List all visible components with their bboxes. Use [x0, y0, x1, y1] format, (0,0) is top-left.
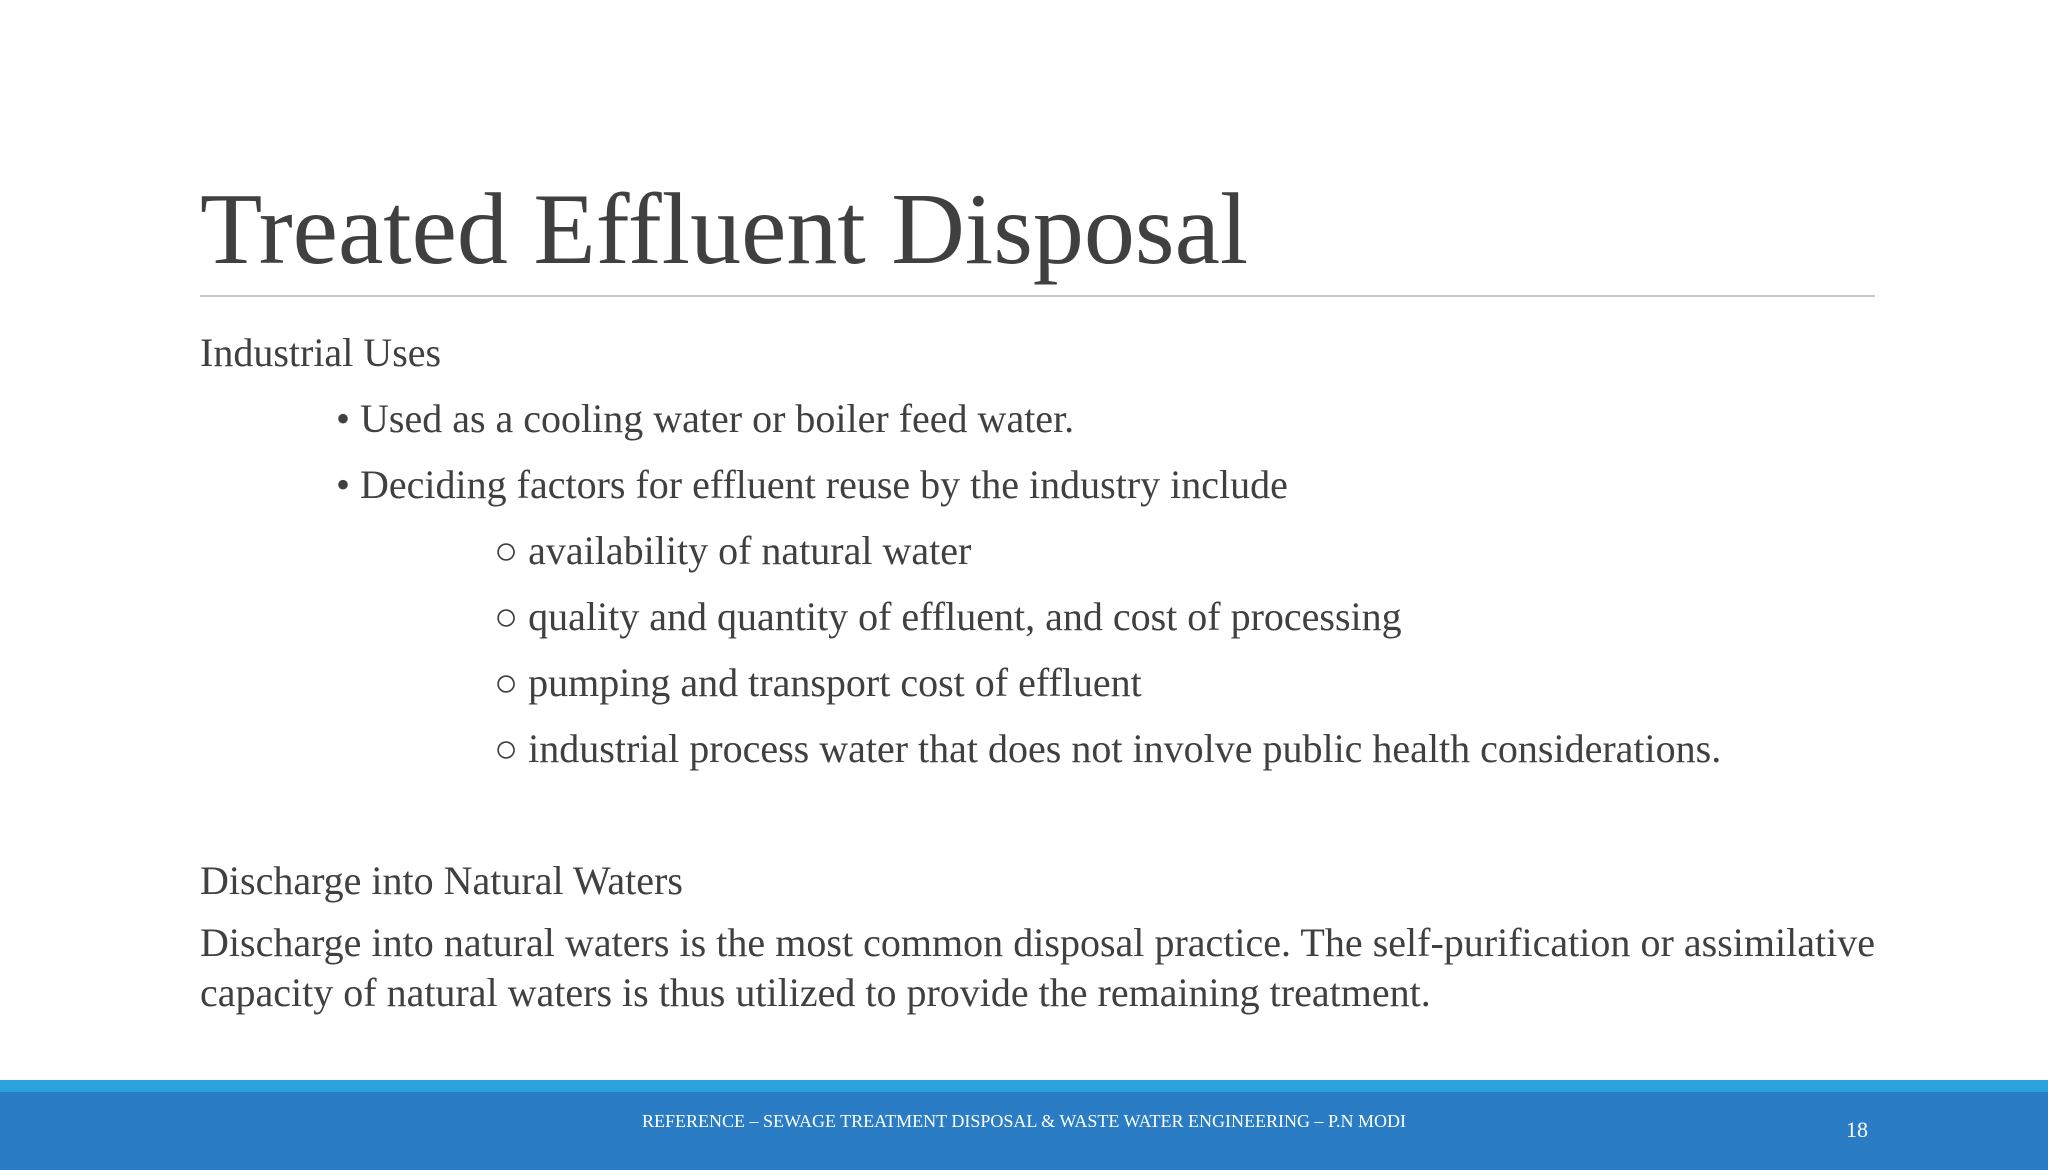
bullet-text: Used as a cooling water or boiler feed water. — [360, 396, 1075, 441]
page-number: 18 — [1846, 1117, 1868, 1142]
circle-bullet-icon: ○ — [494, 726, 519, 771]
bullet-text: Deciding factors for effluent reuse by the industry include — [360, 462, 1288, 507]
subbullet-text: availability of natural water — [528, 528, 972, 573]
slide-body — [200, 320, 1875, 1018]
subbullet-text: pumping and transport cost of effluent — [528, 660, 1142, 705]
bullet-item — [200, 452, 1875, 518]
footer-bar — [0, 1092, 2048, 1170]
subbullet-item — [200, 584, 1875, 650]
circle-bullet-icon: ○ — [494, 528, 519, 573]
discharge-paragraph: Discharge into natural waters is the most common disposal practice. The self-purification or assimilative capacity of natural waters is thus utilized to provide the remaining treatment. — [200, 920, 1875, 1015]
subbullet-text: quality and quantity of effluent, and cost of processing — [528, 594, 1402, 639]
circle-bullet-icon: ○ — [494, 594, 519, 639]
slide-title: Treated Effluent Disposal — [200, 173, 1249, 286]
bullet-icon: • — [336, 396, 351, 441]
subbullet-item — [200, 518, 1875, 584]
footer-reference: REFERENCE – SEWAGE TREATMENT DISPOSAL & WASTE WATER ENGINEERING – P.N MODI — [641, 1111, 1406, 1131]
bullet-icon: • — [336, 462, 351, 507]
subbullet-item — [200, 650, 1875, 716]
section-heading-discharge: Discharge into Natural Waters — [200, 858, 683, 903]
title-divider — [200, 295, 1875, 297]
circle-bullet-icon: ○ — [494, 660, 519, 705]
section-heading-industrial-uses: Industrial Uses — [200, 330, 442, 375]
subbullet-item — [200, 716, 1875, 782]
bullet-item — [200, 386, 1875, 452]
footer-accent-stripe — [0, 1080, 2048, 1092]
subbullet-text: industrial process water that does not involve public health considerations. — [528, 726, 1722, 771]
spacer — [200, 782, 1875, 848]
